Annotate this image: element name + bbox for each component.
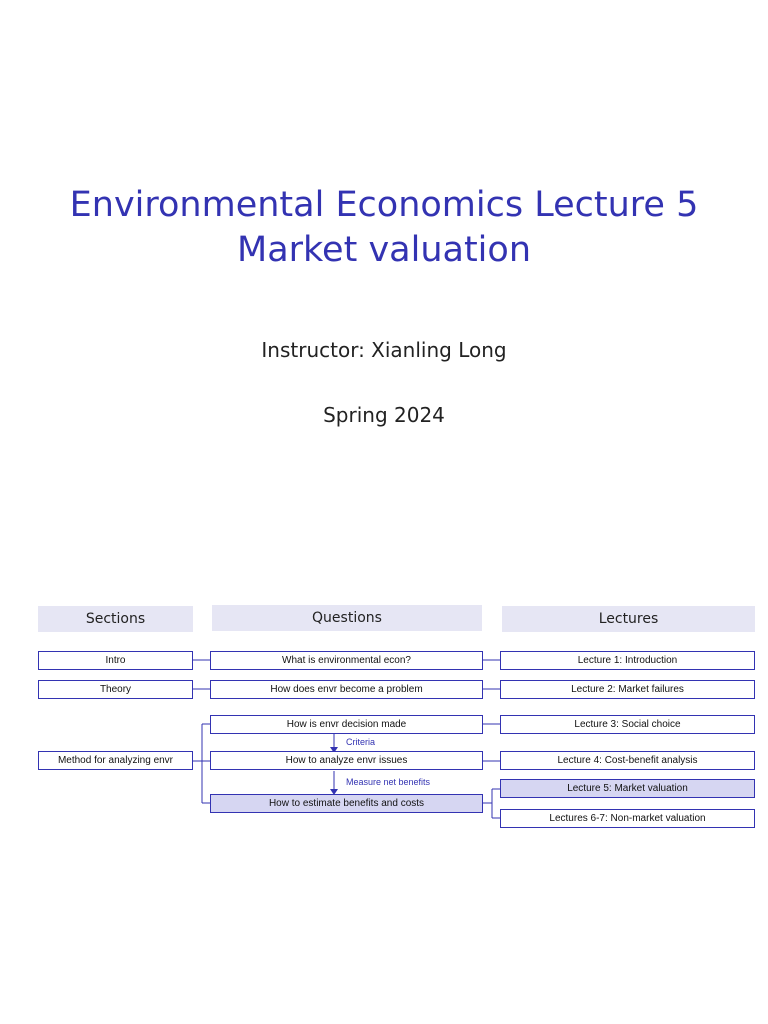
question-envr-problem: How does envr become a problem <box>210 680 483 699</box>
term-label: Spring 2024 <box>323 403 445 427</box>
lecture-3: Lecture 3: Social choice <box>500 715 755 734</box>
lecture-6-7: Lectures 6-7: Non-market valuation <box>500 809 755 828</box>
question-estimate-benefits-costs: How to estimate benefits and costs <box>210 794 483 813</box>
lecture-4: Lecture 4: Cost-benefit analysis <box>500 751 755 770</box>
label-measure-net-benefits: Measure net benefits <box>346 777 431 787</box>
header-questions: Questions <box>212 605 482 631</box>
section-theory: Theory <box>38 680 193 699</box>
question-decision-made: How is envr decision made <box>210 715 483 734</box>
section-intro: Intro <box>38 651 193 670</box>
lecture-5: Lecture 5: Market valuation <box>500 779 755 798</box>
instructor-name: Instructor: Xianling Long <box>261 338 507 362</box>
header-sections: Sections <box>38 606 193 632</box>
slide-title-line-2: Market valuation <box>237 230 531 270</box>
section-method: Method for analyzing envr <box>38 751 193 770</box>
header-lectures: Lectures <box>502 606 755 632</box>
lecture-2: Lecture 2: Market failures <box>500 680 755 699</box>
lecture-1: Lecture 1: Introduction <box>500 651 755 670</box>
question-what-is-envecon: What is environmental econ? <box>210 651 483 670</box>
label-criteria: Criteria <box>346 737 376 747</box>
slide-title-line-1: Environmental Economics Lecture 5 <box>69 185 699 225</box>
question-analyze-issues: How to analyze envr issues <box>210 751 483 770</box>
